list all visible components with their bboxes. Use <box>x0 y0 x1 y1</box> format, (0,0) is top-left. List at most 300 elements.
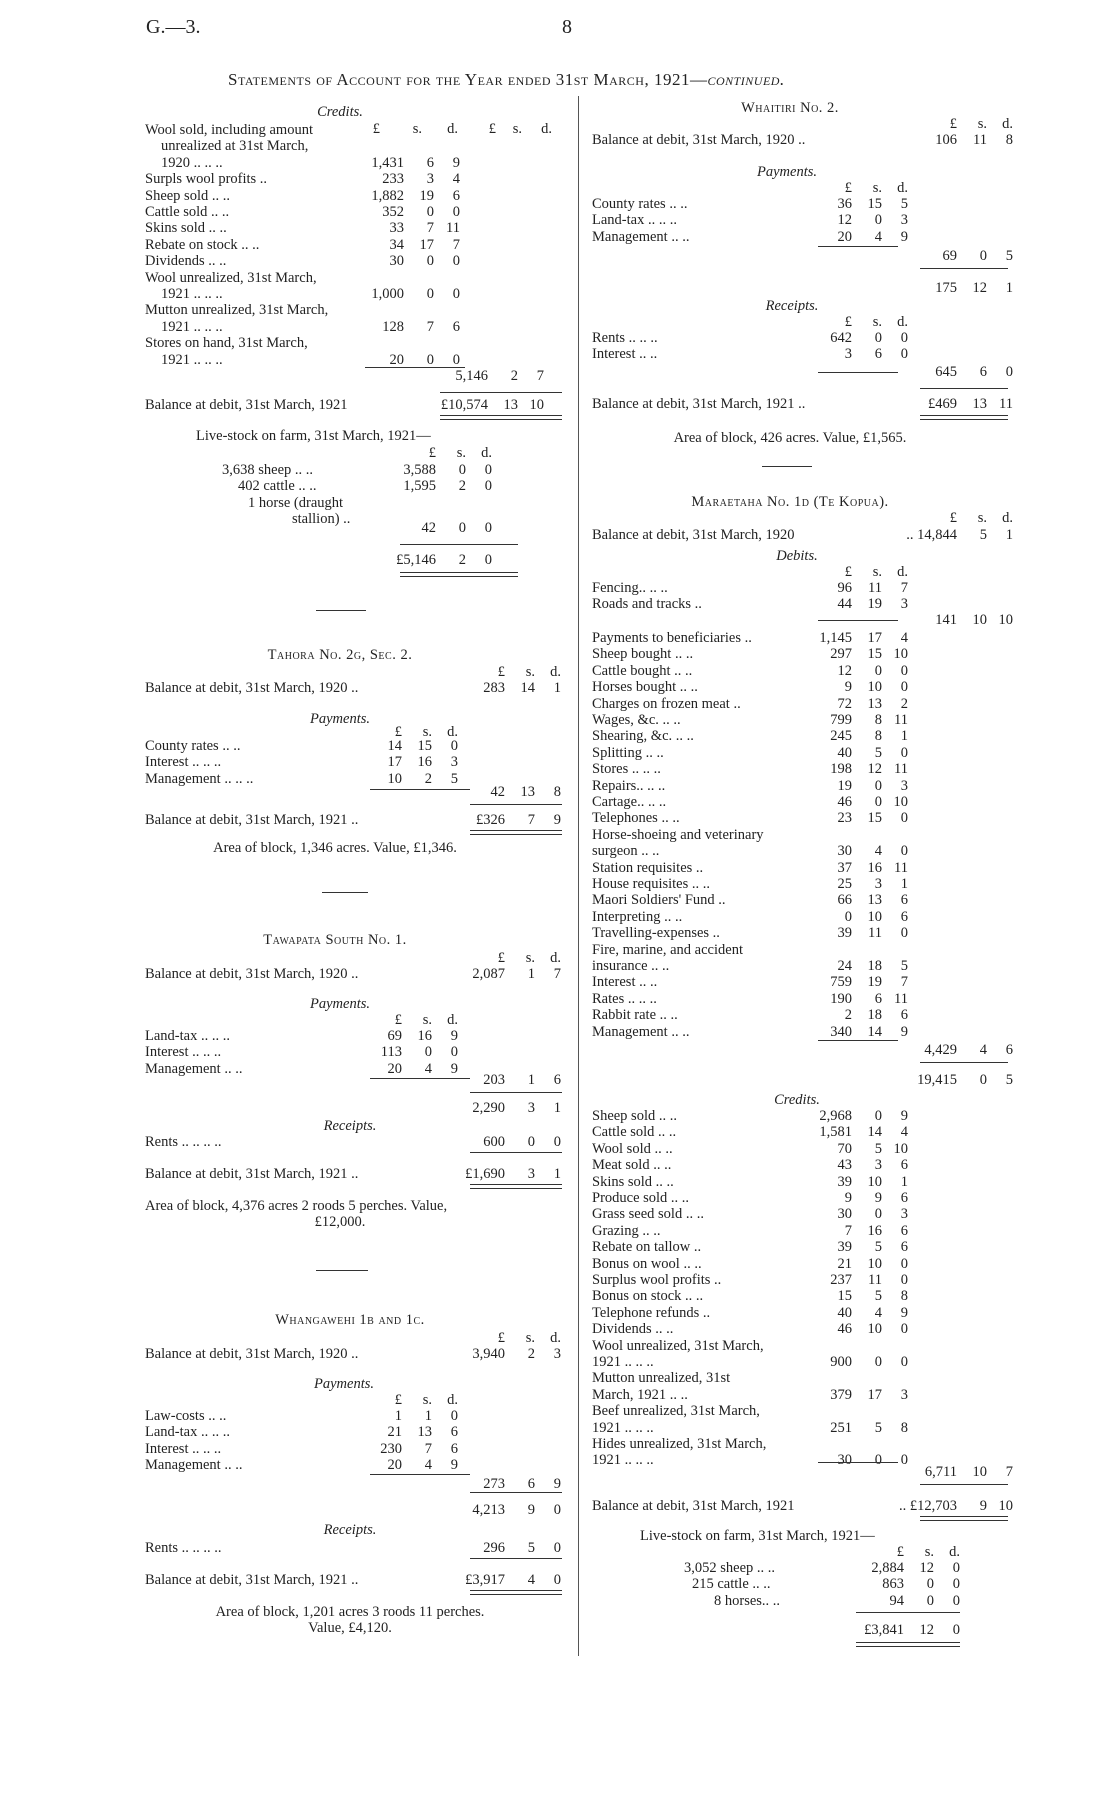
tahora-payment-shillings: 15 <box>417 738 432 754</box>
whaitiri-payment-pounds: 12 <box>837 212 852 229</box>
maraetaha-debit-shillings: 10 <box>867 679 882 696</box>
pound-head: £ <box>896 1544 904 1560</box>
shilling-head: s. <box>422 724 432 740</box>
rule <box>316 610 366 611</box>
tahora-payment-pence: 0 <box>450 738 458 754</box>
maraetaha-opening-shillings: 5 <box>979 527 987 543</box>
maraetaha-debit-pence: 11 <box>894 712 908 728</box>
whangawehi-payment-pence: 9 <box>450 1457 458 1474</box>
maraetaha-debit-label: Travelling-expenses .. <box>592 925 720 942</box>
maraetaha-debit-shillings: 12 <box>867 761 882 778</box>
rule <box>400 544 518 545</box>
maraetaha-debit-shillings: 6 <box>874 990 882 1007</box>
maraetaha-debit-label: Rabbit rate .. .. <box>592 1007 678 1024</box>
maraetaha-debit-shillings: 15 <box>867 810 882 827</box>
credit-line-label: 1921 .. .. .. <box>161 351 223 368</box>
whangawehi-area-value: Value, £4,120. <box>308 1620 392 1636</box>
maraetaha-opening-pence: 1 <box>1005 527 1013 543</box>
tawapata-closing-shillings: 3 <box>527 1166 535 1182</box>
maraetaha-debit-shillings: 13 <box>867 892 882 909</box>
maraetaha-credit-pence: 8 <box>900 1419 908 1436</box>
maraetaha-debit-label: Shearing, &c. .. .. <box>592 728 694 745</box>
pence-head: d. <box>1002 116 1013 132</box>
maraetaha-debit-label: House requisites .. .. <box>592 876 710 892</box>
whangawehi-rents-shillings: 5 <box>527 1540 535 1556</box>
credit-line-shillings: 17 <box>419 236 434 253</box>
whaitiri-payments-total-pence: 5 <box>1005 248 1013 264</box>
maraetaha-debit-pounds: 72 <box>837 695 852 712</box>
maraetaha-debit-shillings: 10 <box>867 908 882 925</box>
whaitiri-payment-shillings: 0 <box>874 212 882 229</box>
maraetaha-debits-b-total-shillings: 4 <box>979 1042 987 1058</box>
maraetaha-debit-label: Station requisites .. <box>592 859 704 876</box>
rule <box>470 1492 562 1493</box>
maraetaha-debit-label: Horses bought .. .. <box>592 679 698 696</box>
maraetaha-credit-pounds: 70 <box>837 1140 852 1157</box>
livestock-label: 402 cattle .. .. <box>238 478 317 495</box>
tawapata-opening-pence: 7 <box>553 966 561 982</box>
maraetaha-credit-shillings: 0 <box>874 1354 882 1370</box>
maraetaha-credit-shillings: 3 <box>874 1157 882 1174</box>
credits-heading: Credits. <box>317 104 363 120</box>
tawapata-payments-total-pence: 6 <box>553 1072 561 1088</box>
whangawehi-payment-pounds: 20 <box>387 1457 402 1474</box>
maraetaha-debit-pounds: 24 <box>837 958 852 974</box>
whangawehi-payments-total-shillings: 6 <box>527 1476 535 1492</box>
maraetaha-debit-shillings: 13 <box>867 695 882 712</box>
rule <box>316 1270 368 1271</box>
whaitiri-closing-pence: 11 <box>999 396 1013 412</box>
maraetaha-credit-label: Skins sold .. .. <box>592 1173 674 1190</box>
shilling-head: s. <box>422 1392 432 1408</box>
tawapata-subtotal-pence: 1 <box>553 1100 561 1116</box>
maraetaha-credit-pounds: 2,968 <box>819 1108 852 1124</box>
maraetaha-credit-shillings: 0 <box>874 1108 882 1124</box>
maraetaha-debits-a-total-shillings: 10 <box>972 612 987 628</box>
maraetaha-debit-pence: 1 <box>900 728 908 745</box>
credit-line-pounds: 1,431 <box>371 154 404 171</box>
tawapata-receipts-heading: Receipts. <box>323 1118 377 1134</box>
maraetaha-debit-shillings: 14 <box>867 1023 882 1040</box>
credit-line-label: Stores on hand, 31st March, <box>145 335 308 352</box>
maraetaha-livestock-total-pounds: £3,841 <box>864 1622 904 1638</box>
credit-line-shillings: 0 <box>426 286 434 302</box>
tahora-payments-total-pence: 8 <box>553 784 561 800</box>
whangawehi-payment-pounds: 230 <box>380 1440 402 1457</box>
credits-total-shillings: 2 <box>510 368 518 384</box>
maraetaha-debit-label: Interest .. .. <box>592 974 658 991</box>
pound-head: £ <box>394 724 402 740</box>
maraetaha-debit-label: Wages, &c. .. .. <box>592 712 681 728</box>
rule <box>322 892 368 893</box>
whaitiri-receipts-total-pence: 0 <box>1005 364 1013 380</box>
pound-head: £ <box>844 314 852 330</box>
double-rule <box>470 830 562 835</box>
maraetaha-debit-pounds: 2 <box>844 1007 852 1024</box>
whaitiri-subtotal-shillings: 12 <box>972 280 987 296</box>
livestock-label: 1 horse (draught <box>248 494 344 511</box>
whangawehi-payment-pence: 0 <box>450 1408 458 1424</box>
pence-head: d. <box>897 180 908 196</box>
tawapata-payment-pence: 0 <box>450 1044 458 1061</box>
maraetaha-debit-pounds: 198 <box>830 761 852 778</box>
tawapata-closing-pounds: £1,690 <box>465 1166 505 1182</box>
tahora-closing-label: Balance at debit, 31st March, 1921 .. <box>145 812 359 828</box>
tawapata-payments-total-shillings: 1 <box>527 1072 535 1088</box>
pound-head-1: £ <box>372 121 380 137</box>
maraetaha-debit-label: Telephones .. .. <box>592 810 680 827</box>
pound-head: £ <box>394 1392 402 1408</box>
maraetaha-debit-shillings: 4 <box>874 843 882 860</box>
credit-line-pounds: 34 <box>389 236 404 253</box>
maraetaha-debit-pounds: 0 <box>844 908 852 925</box>
rule <box>818 1462 898 1463</box>
maraetaha-credit-shillings: 11 <box>868 1272 882 1288</box>
maraetaha-debits-heading: Debits. <box>776 548 818 564</box>
tawapata-rents-pence: 0 <box>553 1134 561 1150</box>
tahora-title: Tahora No. 2g, Sec. 2. <box>267 647 413 663</box>
pound-head-2: £ <box>488 121 496 137</box>
pound-head: £ <box>497 664 505 680</box>
whaitiri-payment-pence: 5 <box>900 196 908 212</box>
tahora-payments-total-shillings: 13 <box>520 784 535 800</box>
pence-head: d. <box>550 1330 561 1346</box>
whangawehi-payment-shillings: 4 <box>424 1457 432 1474</box>
column-divider <box>578 96 579 1656</box>
maraetaha-credit-label: Sheep sold .. .. <box>592 1108 677 1124</box>
maraetaha-credit-shillings: 10 <box>867 1255 882 1272</box>
tahora-payment-pence: 3 <box>450 754 458 771</box>
tahora-payment-label: Management .. .. .. <box>145 770 254 787</box>
credit-line-pence: 6 <box>452 318 460 335</box>
tahora-closing-pounds: £326 <box>476 812 505 828</box>
whangawehi-closing-label: Balance at debit, 31st March, 1921 .. <box>145 1572 359 1588</box>
maraetaha-credit-pounds: 21 <box>837 1255 852 1272</box>
maraetaha-credit-shillings: 0 <box>874 1452 882 1469</box>
rule <box>818 246 898 247</box>
whaitiri-receipt-shillings: 0 <box>874 330 882 346</box>
credit-line-shillings: 7 <box>426 318 434 335</box>
credit-line-pence: 4 <box>452 171 460 188</box>
whaitiri-opening-pence: 8 <box>1005 132 1013 148</box>
double-rule <box>920 1516 1008 1521</box>
maraetaha-livestock-total-pence: 0 <box>952 1622 960 1638</box>
maraetaha-credit-shillings: 4 <box>874 1304 882 1321</box>
maraetaha-credit-pence: 0 <box>900 1452 908 1469</box>
maraetaha-credit-pounds: 46 <box>837 1321 852 1338</box>
maraetaha-debit-pence: 7 <box>900 974 908 991</box>
maraetaha-debit-pence: 0 <box>900 662 908 679</box>
maraetaha-opening-label: Balance at debit, 31st March, 1920 <box>592 527 795 543</box>
credit-line-label: 1921 .. .. .. <box>161 286 223 302</box>
maraetaha-debit-pounds: 25 <box>837 876 852 892</box>
tawapata-opening-shillings: 1 <box>527 966 535 982</box>
maraetaha-credit-pounds: 15 <box>837 1288 852 1305</box>
maraetaha-credit-label: Surplus wool profits .. <box>592 1272 722 1288</box>
rule <box>370 1474 470 1475</box>
maraetaha-credit-shillings: 5 <box>874 1239 882 1256</box>
tahora-payment-pounds: 10 <box>387 770 402 787</box>
maraetaha-credit-pence: 9 <box>900 1108 908 1124</box>
maraetaha-credit-shillings: 16 <box>867 1222 882 1239</box>
whaitiri-receipts-heading: Receipts. <box>765 298 819 314</box>
maraetaha-debit-pounds: 46 <box>837 794 852 810</box>
maraetaha-credit-pence: 6 <box>900 1190 908 1206</box>
maraetaha-debit-pence: 6 <box>900 1007 908 1024</box>
rule <box>470 804 562 805</box>
maraetaha-credit-label: March, 1921 .. .. <box>592 1386 688 1403</box>
maraetaha-debit-label: insurance .. .. <box>592 958 670 974</box>
tahora-opening-shillings: 14 <box>520 680 535 696</box>
maraetaha-debit-label: Cattle bought .. .. <box>592 662 693 679</box>
whangawehi-rents-label: Rents .. .. .. .. <box>145 1540 222 1556</box>
tahora-opening-pence: 1 <box>553 680 561 696</box>
rule <box>856 1612 960 1613</box>
whangawehi-closing-pounds: £3,917 <box>465 1572 505 1588</box>
maraetaha-debit-pence: 5 <box>900 958 908 974</box>
livestock-shillings: 0 <box>458 520 466 536</box>
shilling-head: s. <box>924 1544 934 1560</box>
maraetaha-credit-pence: 8 <box>900 1288 908 1305</box>
whangawehi-payment-pence: 6 <box>450 1424 458 1441</box>
maraetaha-credit-pounds: 251 <box>830 1419 852 1436</box>
whangawehi-payments-heading: Payments. <box>314 1376 374 1392</box>
tahora-payment-label: County rates .. .. <box>145 738 241 754</box>
maraetaha-credit-label: Telephone refunds .. <box>592 1304 711 1321</box>
credit-line-label: Skins sold .. .. <box>145 220 227 237</box>
whaitiri-opening-shillings: 11 <box>973 132 987 148</box>
livestock-pounds: 42 <box>421 520 436 536</box>
maraetaha-debits-b-total-pence: 6 <box>1005 1042 1013 1058</box>
whaitiri-payments-total-pounds: 69 <box>942 248 957 264</box>
whaitiri-payments-total-shillings: 0 <box>979 248 987 264</box>
credit-line-label: Sheep sold .. .. <box>145 187 230 204</box>
credit-line-label: Surpls wool profits .. <box>145 171 268 188</box>
maraetaha-debits-a-total-pence: 10 <box>998 612 1013 628</box>
tahora-payments-total-pounds: 42 <box>490 784 505 800</box>
whangawehi-payment-label: Interest .. .. .. <box>145 1440 222 1457</box>
rule <box>762 466 812 467</box>
whaitiri-payment-shillings: 4 <box>874 228 882 245</box>
maraetaha-debit-label: Horse-shoeing and veterinary <box>592 826 764 843</box>
maraetaha-credit-pence: 3 <box>900 1386 908 1403</box>
balance-shillings: 13 <box>503 397 518 413</box>
maraetaha-livestock-pence: 0 <box>952 1560 960 1576</box>
whangawehi-payment-label: Law-costs .. .. <box>145 1408 227 1424</box>
maraetaha-debit-pence: 4 <box>900 630 908 646</box>
maraetaha-debit-shillings: 0 <box>874 777 882 794</box>
maraetaha-credit-pounds: 900 <box>830 1354 852 1370</box>
tawapata-payment-label: Management .. .. <box>145 1060 243 1077</box>
tahora-payment-label: Interest .. .. .. <box>145 754 222 771</box>
credit-line-shillings: 3 <box>426 171 434 188</box>
rule <box>440 392 562 393</box>
maraetaha-debit-pence: 0 <box>900 843 908 860</box>
tahora-closing-shillings: 7 <box>527 812 535 828</box>
whangawehi-rents-pounds: 296 <box>483 1540 505 1556</box>
maraetaha-debit-label: Cartage.. .. .. <box>592 794 667 810</box>
maraetaha-credit-label: Dividends .. .. <box>592 1321 674 1338</box>
whangawehi-payment-pounds: 1 <box>394 1408 402 1424</box>
whangawehi-payment-pence: 6 <box>450 1440 458 1457</box>
maraetaha-credit-shillings: 5 <box>874 1288 882 1305</box>
maraetaha-debit-label: Maori Soldiers' Fund .. <box>592 892 726 909</box>
maraetaha-debit-shillings: 16 <box>867 859 882 876</box>
whaitiri-closing-pounds: £469 <box>928 396 957 412</box>
livestock-total-pounds: £5,146 <box>396 552 436 568</box>
whangawehi-rents-pence: 0 <box>553 1540 561 1556</box>
credit-line-shillings: 19 <box>419 187 434 204</box>
maraetaha-credit-shillings: 5 <box>874 1419 882 1436</box>
tawapata-rents-shillings: 0 <box>527 1134 535 1150</box>
credit-line-pence: 0 <box>452 351 460 368</box>
whaitiri-receipt-pounds: 3 <box>844 346 852 363</box>
maraetaha-credit-label: Meat sold .. .. <box>592 1157 672 1174</box>
pence-head: d. <box>949 1544 960 1560</box>
maraetaha-livestock-shillings: 0 <box>926 1592 934 1609</box>
tawapata-payment-pence: 9 <box>450 1060 458 1077</box>
whaitiri-payment-label: Management .. .. <box>592 228 690 245</box>
whaitiri-receipt-label: Rents .. .. .. <box>592 330 658 346</box>
tawapata-rents-label: Rents .. .. .. .. <box>145 1134 222 1150</box>
maraetaha-debit-pence: 10 <box>893 646 908 663</box>
pence-head: d. <box>481 445 492 461</box>
whaitiri-area: Area of block, 426 acres. Value, £1,565. <box>673 430 907 446</box>
maraetaha-debit-shillings: 19 <box>867 596 882 613</box>
whaitiri-receipt-pence: 0 <box>900 330 908 346</box>
shilling-head: s. <box>977 116 987 132</box>
whaitiri-closing-shillings: 13 <box>972 396 987 412</box>
maraetaha-debit-pence: 3 <box>900 596 908 613</box>
tawapata-area-value: £12,000. <box>314 1214 366 1230</box>
whaitiri-opening-pounds: 106 <box>935 132 957 148</box>
maraetaha-credit-pence: 0 <box>900 1321 908 1338</box>
maraetaha-debit-shillings: 8 <box>874 728 882 745</box>
maraetaha-credits-total-pounds: 6,711 <box>924 1464 957 1480</box>
maraetaha-closing-shillings: 9 <box>979 1498 987 1514</box>
maraetaha-credit-pence: 3 <box>900 1206 908 1223</box>
maraetaha-debit-shillings: 5 <box>874 744 882 761</box>
maraetaha-debit-pence: 0 <box>900 679 908 696</box>
maraetaha-debit-pounds: 23 <box>837 810 852 827</box>
maraetaha-debit-shillings: 11 <box>868 580 882 596</box>
maraetaha-debit-pounds: 30 <box>837 843 852 860</box>
livestock-pounds: 3,588 <box>403 462 436 478</box>
maraetaha-opening-pounds: .. 14,844 <box>906 527 957 543</box>
credit-line-label: 1920 .. .. .. <box>161 154 223 171</box>
maraetaha-credit-pounds: 30 <box>837 1206 852 1223</box>
livestock-label: stallion) .. <box>292 511 351 528</box>
whangawehi-payment-shillings: 7 <box>424 1440 432 1457</box>
maraetaha-debit-shillings: 17 <box>867 630 882 646</box>
maraetaha-credit-pounds: 39 <box>837 1239 852 1256</box>
maraetaha-livestock-total-shillings: 12 <box>919 1622 934 1638</box>
tawapata-payment-pence: 9 <box>450 1028 458 1044</box>
maraetaha-credit-label: Wool unrealized, 31st March, <box>592 1337 764 1354</box>
livestock-pence: 0 <box>484 462 492 478</box>
whangawehi-subtotal-pounds: 4,213 <box>472 1502 505 1518</box>
maraetaha-debit-pence: 9 <box>900 1023 908 1040</box>
maraetaha-closing-label: Balance at debit, 31st March, 1921 <box>592 1498 795 1514</box>
shilling-head: s. <box>872 314 882 330</box>
whaitiri-title: Whaitiri No. 2. <box>741 100 839 116</box>
maraetaha-credit-pence: 0 <box>900 1354 908 1370</box>
tahora-closing-pence: 9 <box>553 812 561 828</box>
maraetaha-credit-label: 1921 .. .. .. <box>592 1354 654 1370</box>
maraetaha-debit-label: Fire, marine, and accident <box>592 941 743 958</box>
whangawehi-payment-pounds: 21 <box>387 1424 402 1441</box>
whangawehi-closing-shillings: 4 <box>527 1572 535 1588</box>
credit-line-label: Rebate on stock .. .. <box>145 236 260 253</box>
tawapata-payment-shillings: 16 <box>417 1028 432 1044</box>
maraetaha-debit-pounds: 96 <box>837 580 852 596</box>
tawapata-title: Tawapata South No. 1. <box>263 932 407 948</box>
credit-line-label: Wool unrealized, 31st March, <box>145 269 317 286</box>
maraetaha-credit-pence: 1 <box>900 1173 908 1190</box>
maraetaha-credit-pounds: 379 <box>830 1386 852 1403</box>
maraetaha-debit-pounds: 44 <box>837 596 852 613</box>
tawapata-subtotal-pounds: 2,290 <box>472 1100 505 1116</box>
livestock-shillings: 2 <box>458 478 466 495</box>
pence-head: d. <box>1002 510 1013 526</box>
whaitiri-payment-pence: 9 <box>900 228 908 245</box>
maraetaha-debit-shillings: 11 <box>868 925 882 942</box>
pound-head: £ <box>394 1012 402 1028</box>
rule <box>920 388 1008 389</box>
pence-head-2: d. <box>541 121 552 137</box>
maraetaha-credit-pounds: 1,581 <box>819 1124 852 1141</box>
page-title-continued: continued. <box>707 70 785 89</box>
tawapata-subtotal-shillings: 3 <box>527 1100 535 1116</box>
maraetaha-credit-pence: 0 <box>900 1255 908 1272</box>
tawapata-payments-total-pounds: 203 <box>483 1072 505 1088</box>
maraetaha-debit-pounds: 9 <box>844 679 852 696</box>
credit-line-label: Cattle sold .. .. <box>145 204 230 220</box>
whangawehi-payments-total-pence: 9 <box>553 1476 561 1492</box>
credit-line-shillings: 7 <box>426 220 434 237</box>
maraetaha-livestock-shillings: 0 <box>926 1576 934 1593</box>
whaitiri-closing-label: Balance at debit, 31st March, 1921 .. <box>592 396 806 412</box>
livestock-total-shillings: 2 <box>458 552 466 568</box>
double-rule <box>920 415 1008 420</box>
pound-head: £ <box>497 950 505 966</box>
maraetaha-credit-shillings: 14 <box>867 1124 882 1141</box>
maraetaha-credit-label: Produce sold .. .. <box>592 1190 690 1206</box>
maraetaha-debit-shillings: 19 <box>867 974 882 991</box>
double-rule <box>400 572 518 577</box>
maraetaha-credit-pence: 6 <box>900 1157 908 1174</box>
maraetaha-credit-label: Grazing .. .. <box>592 1222 661 1239</box>
credit-line-shillings: 6 <box>426 154 434 171</box>
whaitiri-payment-label: Land-tax .. .. .. <box>592 212 677 229</box>
maraetaha-debit-pence: 1 <box>900 876 908 892</box>
whaitiri-receipt-pounds: 642 <box>830 330 852 346</box>
rule <box>470 1092 562 1093</box>
maraetaha-closing-pounds: .. £12,703 <box>899 1498 957 1514</box>
whaitiri-payment-pounds: 36 <box>837 196 852 212</box>
pence-head: d. <box>550 950 561 966</box>
maraetaha-debit-label: Splitting .. .. <box>592 744 664 761</box>
pence-head: d. <box>447 1012 458 1028</box>
maraetaha-credit-pence: 6 <box>900 1222 908 1239</box>
whaitiri-opening-label: Balance at debit, 31st March, 1920 .. <box>592 132 806 148</box>
maraetaha-livestock-pence: 0 <box>952 1592 960 1609</box>
tahora-payments-heading: Payments. <box>310 711 370 727</box>
maraetaha-subtotal-pounds: 19,415 <box>917 1072 957 1088</box>
maraetaha-livestock-title: Live-stock on farm, 31st March, 1921— <box>640 1528 875 1544</box>
whangawehi-title: Whangawehi 1b and 1c. <box>275 1312 425 1328</box>
maraetaha-credit-label: Grass seed sold .. .. <box>592 1206 704 1223</box>
